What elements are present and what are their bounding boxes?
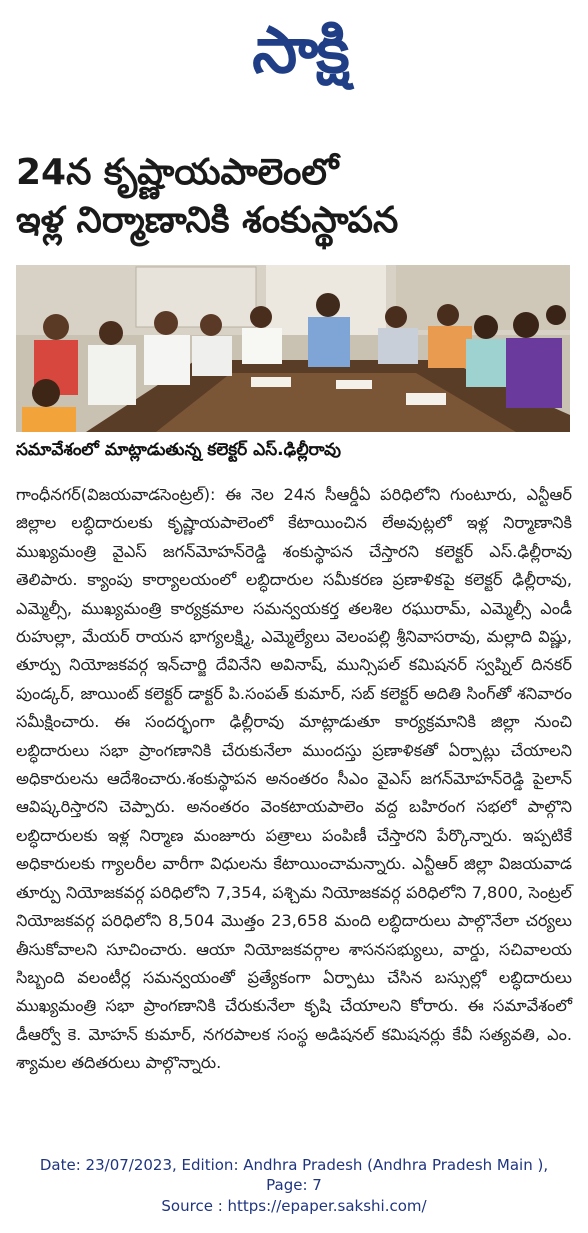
masthead [0,0,588,140]
article-body: గాంధీనగర్(విజయవాడసెంట్రల్): ఈ నెల 24న సీఆర్డీఏ పరిధిలోని గుంటూరు, ఎన్టీఆర్ జిల్లాల లబ్ధిదారులకు కృష్ణాయపాలెంలో కేటాయించిన లేఅవుట్లలో ఇళ్ల నిర్మాణానికి ముఖ్యమంత్రి వైఎస్ జగన్‌మోహన్‌రెడ్డి శంకుస్థాపన చేస్తారని కలెక్టర్ ఎస్.ఢిల్లీరావు తెలిపారు. క్యాంపు కార్యాలయంలో లబ్ధిదారుల సమీకరణ ప్రణాళికపై కలెక్టర్ ఢిల్లీరావు, ఎమ్మెల్సీ, ముఖ్యమంత్రి కార్యక్రమాల సమన్వయకర్త తలశిల రఘురామ్, ఎమ్మెల్సీ ఎండీ రుహుల్లా, మేయర్ రాయన భాగ్యలక్ష్మి, ఎమ్మెల్యేలు వెలంపల్లి శ్రీనివాసరావు, మల్లాది విష్ణు, తూర్పు నియోజకవర్గ ఇన్‌చార్జి దేవినేని అవినాష్, మున్సిపల్ కమిషనర్ స్వప్నిల్ దినకర్ పుండ్కర్, జాయింట్ కలెక్టర్ డాక్టర్ పి.సంపత్ కుమార్, సబ్ కలెక్టర్ అదితి సింగ్‌తో శనివారం సమీక్షించారు. ఈ సందర్భంగా ఢిల్లీరావు మాట్లాడుతూ కార్యక్రమానికి జిల్లా నుంచి లబ్ధిదారులు సభా ప్రాంగణానికి చేరుకునేలా ముందస్తు ప్రణాళికతో ఏర్పాట్లు చేయాలని అధికారులను ఆదేశించారు.శంకుస్థాపన అనంతరం సీఎం వైఎస్ జగన్‌మోహన్‌రెడ్డి పైలాన్ ఆవిష్కరిస్తారని చెప్పారు. అనంతరం వెంకటాయపాలెం వద్ద బహిరంగ సభలో పాల్గొని లబ్ధిదారులకు ఇళ్ల నిర్మాణ మంజూరు పత్రాలు పంపిణీ చేస్తారని పేర్కొన్నారు. ఇప్పటికే అధికారులకు గ్యాలరీల వారీగా విధులను కేటాయించామన్నారు. ఎన్టీఆర్ జిల్లా విజయవాడ తూర్పు నియోజకవర్గ పరిధిలోని 7,354, పశ్చిమ నియోజకవర్గ పరిధిలోని 7,800, సెంట్రల్ నియోజకవర్గ పరిధిలోని 8,504 మొత్తం 23,658 మంది లబ్ధిదారులు పాల్గొనేలా చర్యలు తీసుకోవాలని సూచించారు. ఆయా నియోజకవర్గాల శాసనసభ్యులు, వార్డు, సచివాలయ సిబ్బంది వలంటీర్ల సమన్వయంతో ప్రత్యేకంగా ఏర్పాటు చేసిన బస్సుల్లో లబ్ధిదారులు ముఖ్యమంత్రి సభా ప్రాంగణానికి చేరుకునేలా కృషి చేయాలని కోరారు. ఈ సమావేశంలో డీఆర్వో కె. మోహన్ కుమార్, నగరపాలక సంస్థ అడిషనల్ కమిషనర్లు కేవీ సత్యవతి, ఎం. శ్యామల తదితరులు పాల్గొన్నారు. [16,485,572,1073]
footer-source: Source : https://epaper.sakshi.com/ [161,1197,427,1215]
footer-date-edition: Date: 23/07/2023, Edition: Andhra Pradesh (Andhra Pradesh Main ), [39,1156,549,1174]
photo-caption: సమావేశంలో మాట్లాడుతున్న కలెక్టర్ ఎస్.ఢిల్లీరావు [16,440,342,460]
headline-line-1: 24న కృష్ణాయపాలెంలో [16,152,339,193]
footer-page: Page: 7 [266,1176,322,1194]
headline-line-2: ఇళ్ల నిర్మాణానికి శంకుస్థాపన [16,200,399,241]
sakshi-logo: సాక్షి [252,14,348,88]
meeting-photo-illustration [16,265,570,432]
meeting-photo [16,265,570,432]
